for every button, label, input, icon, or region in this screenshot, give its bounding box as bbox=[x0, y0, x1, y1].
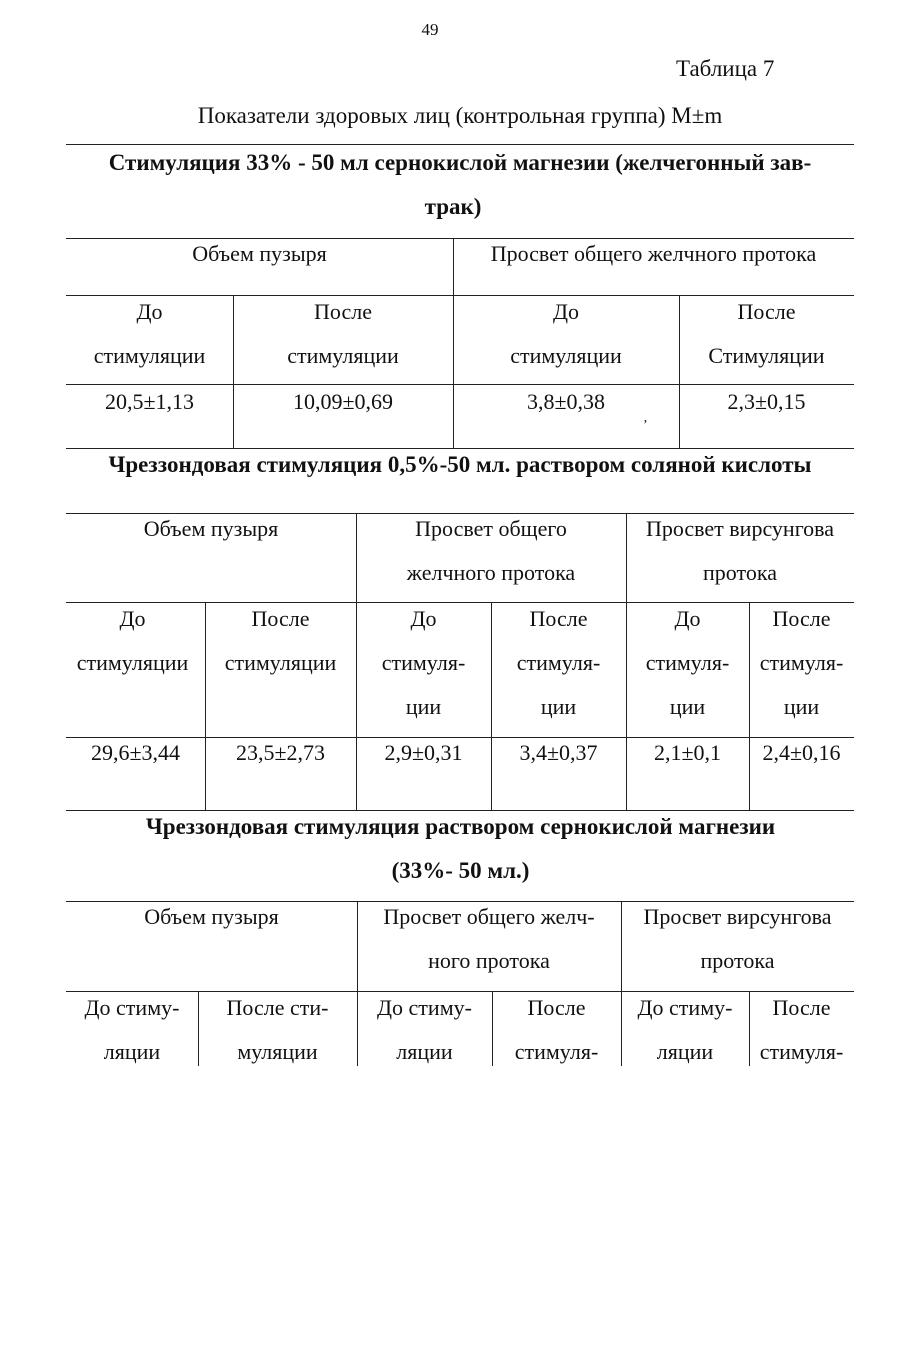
section2-header-before: стимуля- bbox=[381, 650, 466, 675]
section2-value: 2,1±0,1 bbox=[653, 740, 722, 765]
section3-header-after: После bbox=[527, 995, 586, 1020]
section3-header-after: стимуля- bbox=[514, 1039, 599, 1064]
section2-value: 3,4±0,37 bbox=[519, 740, 598, 765]
table-caption: Показатели здоровых лиц (контрольная группа) M±m bbox=[197, 103, 723, 128]
rule bbox=[66, 448, 854, 449]
section3-group-wirsung: Просвет вирсунгова bbox=[643, 904, 832, 929]
section2-group-wirsung: протока bbox=[703, 560, 777, 585]
rule bbox=[66, 144, 854, 145]
section1-header-before: До bbox=[552, 299, 579, 324]
section2-header-before: стимуля- bbox=[645, 650, 730, 675]
section1-value: 10,09±0,69 bbox=[292, 389, 394, 414]
section2-value: 2,9±0,31 bbox=[384, 740, 463, 765]
section1-header-before: стимуляции bbox=[93, 343, 206, 368]
section2-header-after: ции bbox=[540, 694, 577, 719]
page-number: 49 bbox=[421, 20, 439, 39]
table-label: Таблица 7 bbox=[676, 56, 775, 81]
section2-group-wirsung: Просвет вирсунгова bbox=[645, 516, 835, 541]
section2-header-after: После bbox=[251, 606, 310, 631]
section3-group-duct: Просвет общего желч- bbox=[383, 904, 595, 929]
section3-header-before: ляции bbox=[103, 1039, 161, 1064]
section3-group-duct: ного протока bbox=[428, 948, 550, 973]
section3-header-before: До стиму- bbox=[637, 995, 733, 1020]
section2-header-before: стимуляции bbox=[76, 650, 189, 675]
section1-header-after: После bbox=[314, 299, 372, 324]
section2-group-duct: Просвет общего bbox=[415, 516, 567, 541]
section1-header-after: стимуляции bbox=[287, 343, 399, 368]
section2-header-before: До bbox=[674, 606, 701, 631]
section2-value: 23,5±2,73 bbox=[235, 740, 326, 765]
section1-value: 2,3±0,15 bbox=[727, 389, 806, 414]
section3-header-after: муляции bbox=[237, 1039, 318, 1064]
section2-group-volume: Объем пузыря bbox=[143, 516, 279, 541]
section2-header-before: ции bbox=[669, 694, 706, 719]
section3-header-before: До стиму- bbox=[377, 995, 472, 1020]
section2-value: 2,4±0,16 bbox=[762, 740, 841, 765]
section1-title-line1: Стимуляция 33% - 50 мл сернокислой магнезии (желчегонный зав- bbox=[108, 150, 812, 175]
section1-header-before: До bbox=[136, 299, 163, 324]
section3-header-before: ляции bbox=[656, 1039, 714, 1064]
section3-title-line1: Чреззондовая стимуляция раствором сернокислой магнезии bbox=[145, 814, 776, 839]
section3-header-after: После сти- bbox=[226, 995, 329, 1020]
stray-mark: ʼ bbox=[643, 418, 648, 433]
section2-header-after: После bbox=[529, 606, 588, 631]
section2-header-after: стимуляции bbox=[224, 650, 337, 675]
rule bbox=[66, 810, 854, 811]
section1-header-after: Стимуляции bbox=[708, 343, 825, 368]
section2-header-before: До bbox=[410, 606, 437, 631]
section1-group-duct: Просвет общего желчного протока bbox=[490, 241, 817, 266]
section2-header-before: ции bbox=[405, 694, 442, 719]
section3-header-after: После bbox=[772, 995, 831, 1020]
section1-header-before: стимуляции bbox=[510, 343, 622, 368]
section3-header-before: ляции bbox=[396, 1039, 453, 1064]
section3-group-volume: Объем пузыря bbox=[144, 904, 279, 929]
section3-group-wirsung: протока bbox=[700, 948, 775, 973]
section2-header-after: стимуля- bbox=[516, 650, 601, 675]
section3-title-line2: (33%- 50 мл.) bbox=[391, 858, 530, 883]
section2-title: Чреззондовая стимуляция 0,5%-50 мл. раствором соляной кислоты bbox=[108, 452, 812, 477]
section1-title-line2: трак) bbox=[424, 194, 482, 219]
section1-header-after: После bbox=[737, 299, 796, 324]
section1-value: 20,5±1,13 bbox=[104, 389, 195, 414]
section2-header-before: До bbox=[119, 606, 146, 631]
section3-header-after: стимуля- bbox=[759, 1039, 844, 1064]
section2-header-after: ции bbox=[783, 694, 820, 719]
section2-header-after: стимуля- bbox=[759, 650, 844, 675]
section1-group-volume: Объем пузыря bbox=[192, 241, 327, 266]
section2-header-after: После bbox=[772, 606, 831, 631]
section2-group-duct: желчного протока bbox=[406, 560, 576, 585]
section2-value: 29,6±3,44 bbox=[90, 740, 181, 765]
section3-header-before: До стиму- bbox=[84, 995, 180, 1020]
section1-value: 3,8±0,38 bbox=[526, 389, 606, 414]
